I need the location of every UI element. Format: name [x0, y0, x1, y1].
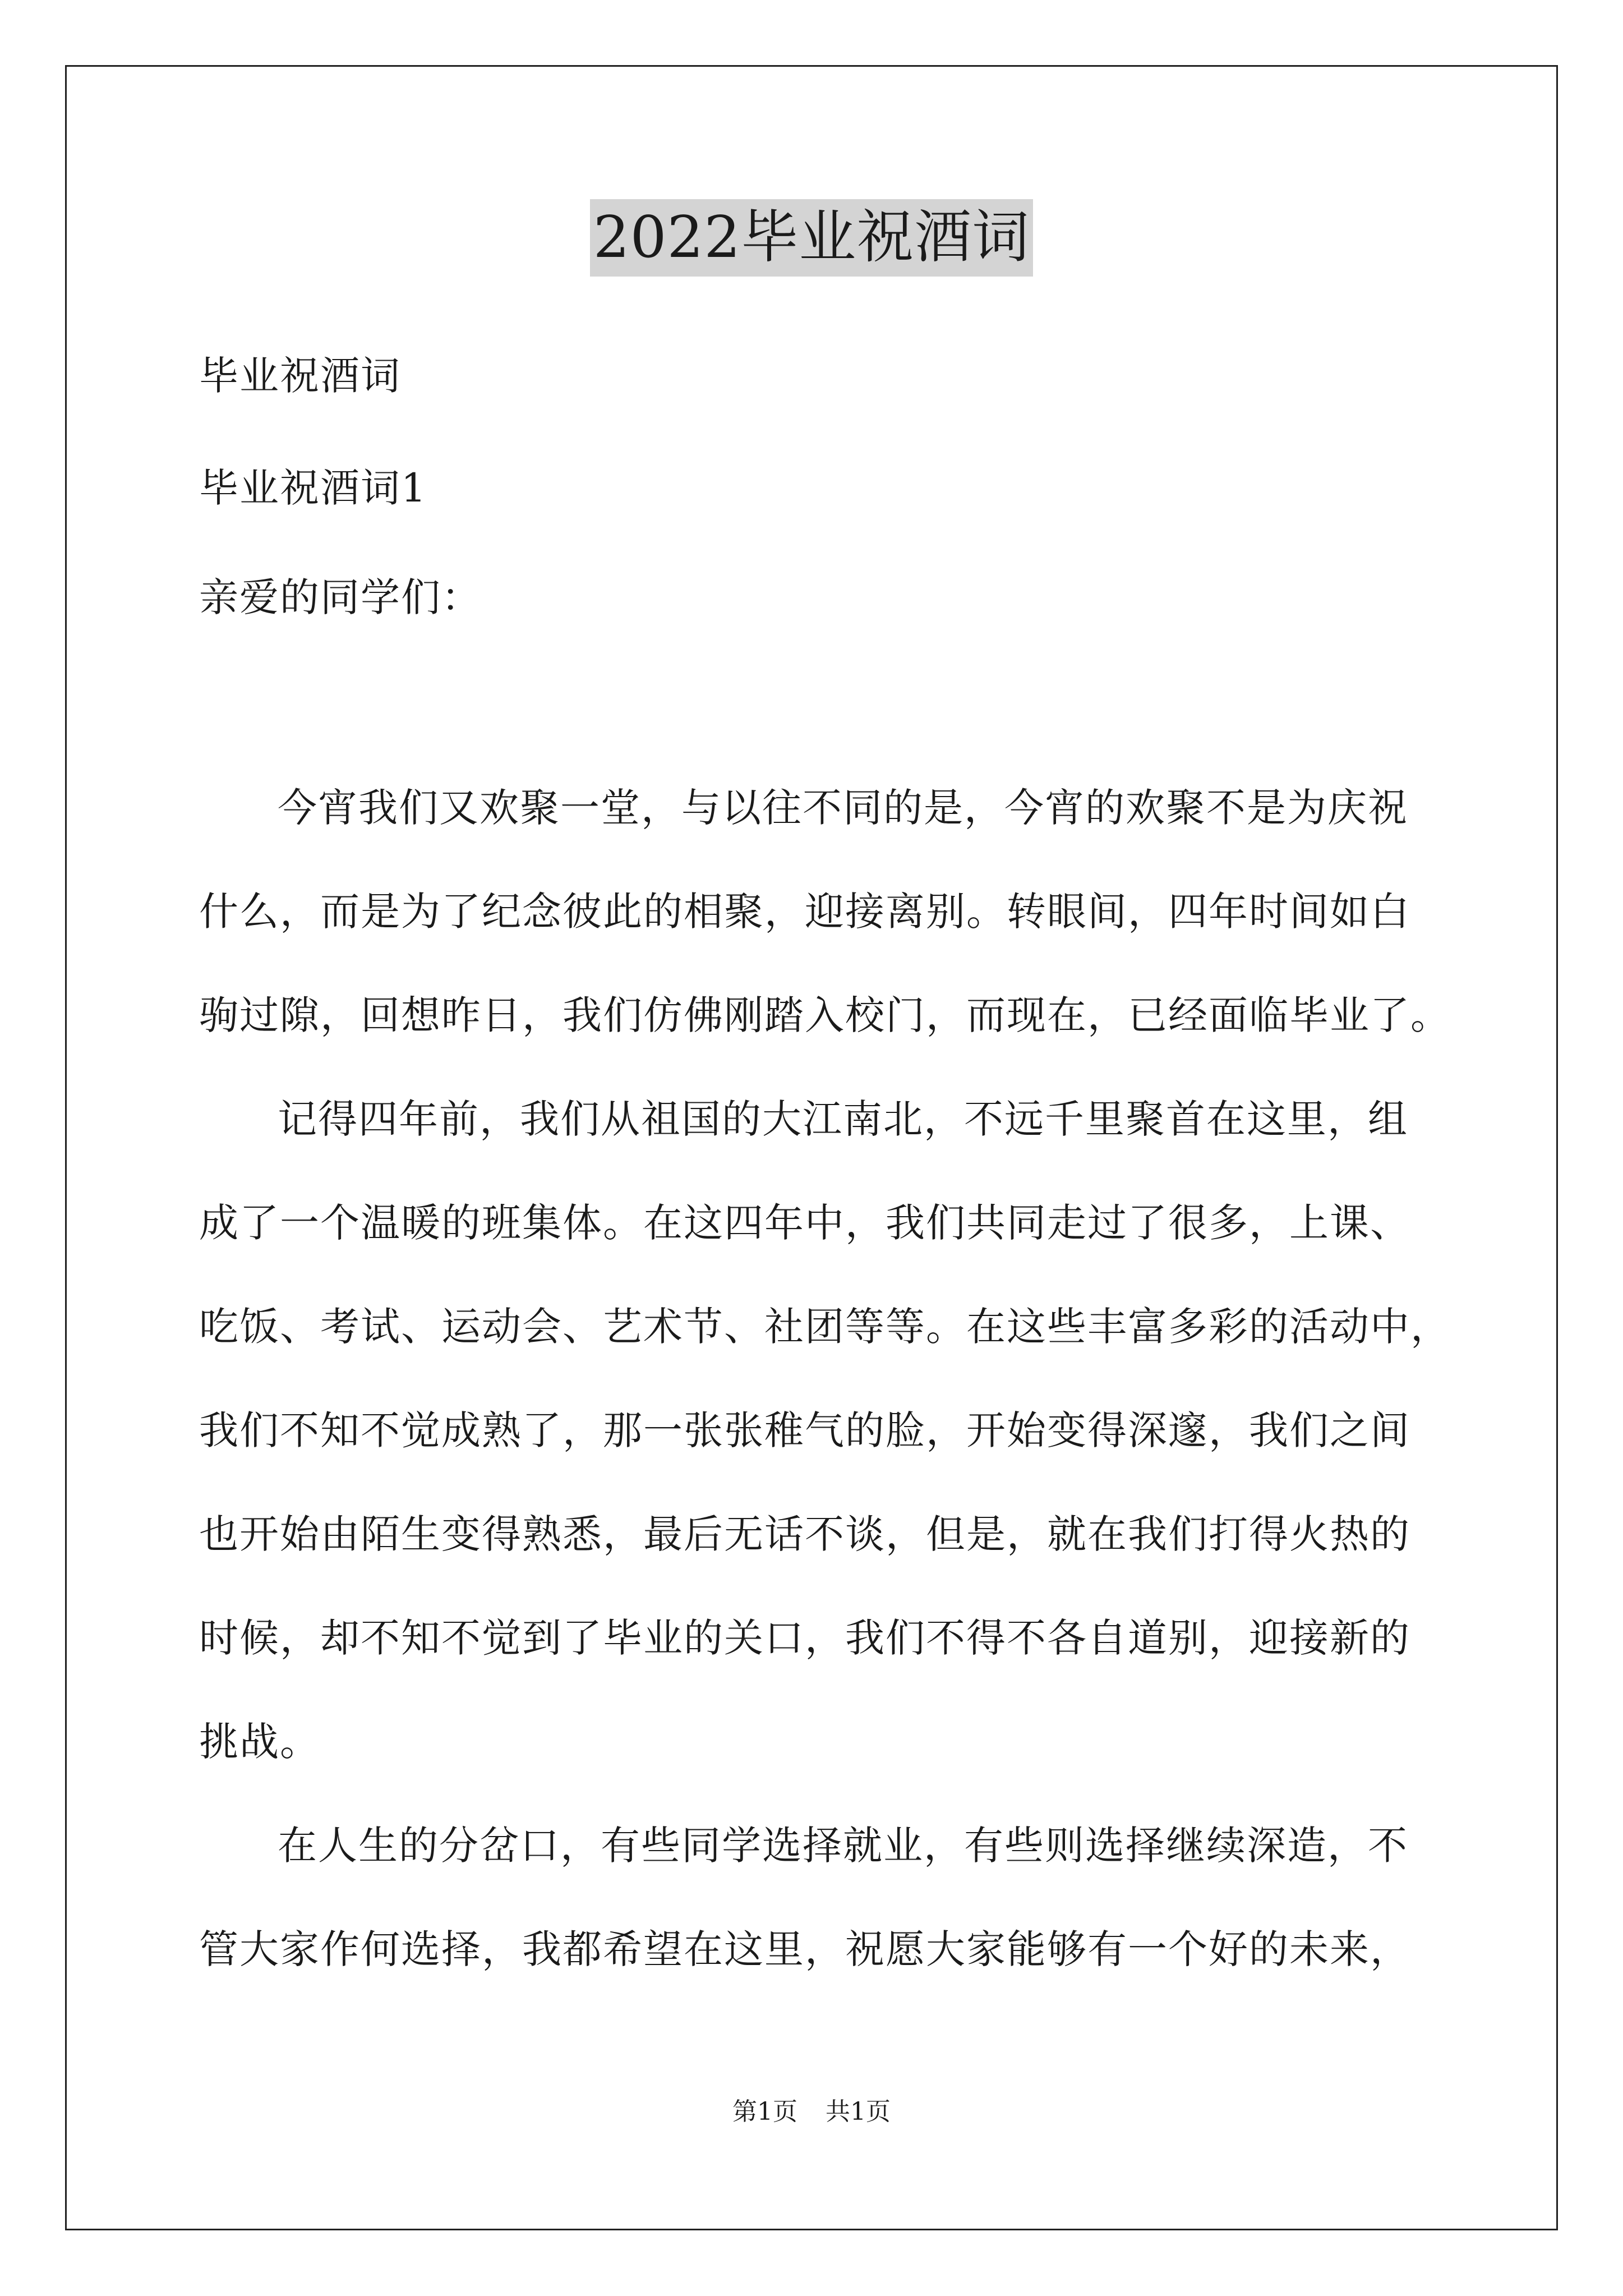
paragraph-line: 在人生的分岔口，有些同学选择就业，有些则选择继续深造，不	[278, 1823, 1408, 1869]
paragraph-line: 吃饭、考试、运动会、艺术节、社团等等。在这些丰富多彩的活动中，	[199, 1304, 1451, 1350]
page-footer	[0, 2095, 1623, 2129]
page-total: 共1页	[826, 2097, 891, 2126]
paragraph-line: 我们不知不觉成熟了，那一张张稚气的脸，开始变得深邃，我们之间	[199, 1407, 1410, 1453]
paragraph-line: 今宵我们又欢聚一堂，与以往不同的是，今宵的欢聚不是为庆祝	[278, 785, 1408, 831]
salutation: 亲爱的同学们：	[199, 574, 482, 620]
paragraph-line: 挑战。	[199, 1719, 320, 1765]
paragraph-line: 什么，而是为了纪念彼此的相聚，迎接离别。转眼间，四年时间如白	[199, 889, 1410, 935]
document-subheading: 毕业祝酒词1	[199, 465, 427, 511]
document-title: 2022毕业祝酒词	[590, 199, 1034, 277]
paragraph-line: 成了一个温暖的班集体。在这四年中，我们共同走过了很多，上课、	[199, 1200, 1410, 1246]
paragraph-line: 管大家作何选择，我都希望在这里，祝愿大家能够有一个好的未来，	[199, 1926, 1410, 1972]
paragraph-line: 记得四年前，我们从祖国的大江南北，不远千里聚首在这里，组	[278, 1096, 1408, 1142]
title-container	[0, 199, 1623, 277]
paragraph-line: 时候，却不知不觉到了毕业的关口，我们不得不各自道别，迎接新的	[199, 1615, 1410, 1661]
page-number: 第1页	[732, 2097, 797, 2126]
paragraph-line: 也开始由陌生变得熟悉，最后无话不谈，但是，就在我们打得火热的	[199, 1511, 1410, 1557]
paragraph-line: 驹过隙，回想昨日，我们仿佛刚踏入校门，而现在，已经面临毕业了。	[199, 992, 1451, 1038]
document-heading: 毕业祝酒词	[199, 353, 401, 399]
